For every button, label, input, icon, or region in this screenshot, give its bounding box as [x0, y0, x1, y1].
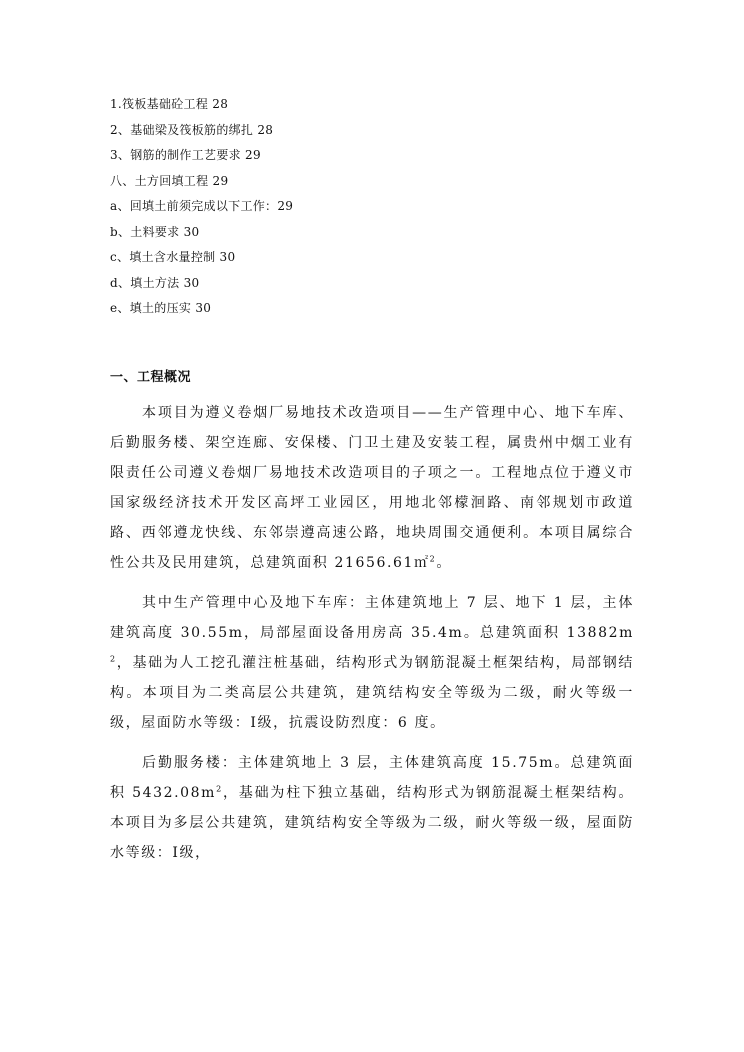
paragraph-service-building	[110, 748, 634, 868]
superscript: 2	[110, 654, 117, 664]
toc-item[interactable]: c、填土含水量控制 30	[110, 250, 236, 264]
paragraph-text: 。	[436, 555, 452, 571]
paragraph-management-center	[110, 588, 634, 738]
superscript: 2	[216, 784, 223, 794]
section-body	[110, 398, 634, 878]
toc-item[interactable]: 八、土方回填工程 29	[110, 173, 229, 188]
superscript: 2	[429, 554, 437, 564]
toc-item[interactable]: 1.筏板基础砼工程 28	[110, 97, 229, 111]
paragraph-text: 后勤服务楼：主体建筑地上 3 层，主体建筑高度 15.75m。总建筑面积 5432.08m	[110, 755, 634, 801]
toc-item[interactable]: a、回填土前须完成以下工作：29	[110, 199, 294, 213]
paragraph-project-overview	[110, 398, 634, 578]
toc-item[interactable]: 3、钢筋的制作工艺要求 29	[110, 148, 261, 162]
paragraph-text: 本项目为遵义卷烟厂易地技术改造项目——生产管理中心、地下车库、后勤服务楼、架空连廊、安保楼、门卫土建及安装工程，属贵州中烟工业有限责任公司遵义卷烟厂易地技术改造项目的子项之一。工程地点位于遵义市国家级经济技术开发区高坪工业园区，用地北邻檬洄路、南邻规划市政道路、西邻遵龙快线、东邻崇遵高速公路，地块周围交通便利。本项目属综合性公共及民用建筑，总建筑面积 21656.61㎡	[110, 405, 634, 571]
table-of-contents	[110, 92, 630, 322]
paragraph-text: ，基础为柱下独立基础，结构形式为钢筋混凝土框架结构。本项目为多层公共建筑，建筑结构安全等级为二级，耐火等级一级，屋面防水等级：Ⅰ级，	[110, 785, 634, 861]
section-heading: 一、工程概况	[110, 370, 192, 385]
toc-item[interactable]: b、土料要求 30	[110, 224, 200, 239]
toc-item[interactable]: 2、基础梁及筏板筋的绑扎 28	[110, 122, 274, 137]
paragraph-text: 其中生产管理中心及地下车库：主体建筑地上 7 层、地下 1 层，主体建筑高度 30.55m，局部屋面设备用房高 35.4m。总建筑面积 13882m	[110, 595, 634, 641]
toc-item[interactable]: d、填土方法 30	[110, 275, 200, 290]
paragraph-text: ，基础为人工挖孔灌注桩基础，结构形式为钢筋混凝土框架结构，局部钢结构。本项目为二类高层公共建筑，建筑结构安全等级为二级，耐火等级一级，屋面防水等级：Ⅰ级，抗震设防烈度：6 度。	[110, 655, 634, 731]
toc-item[interactable]: e、填土的压实 30	[110, 301, 212, 315]
